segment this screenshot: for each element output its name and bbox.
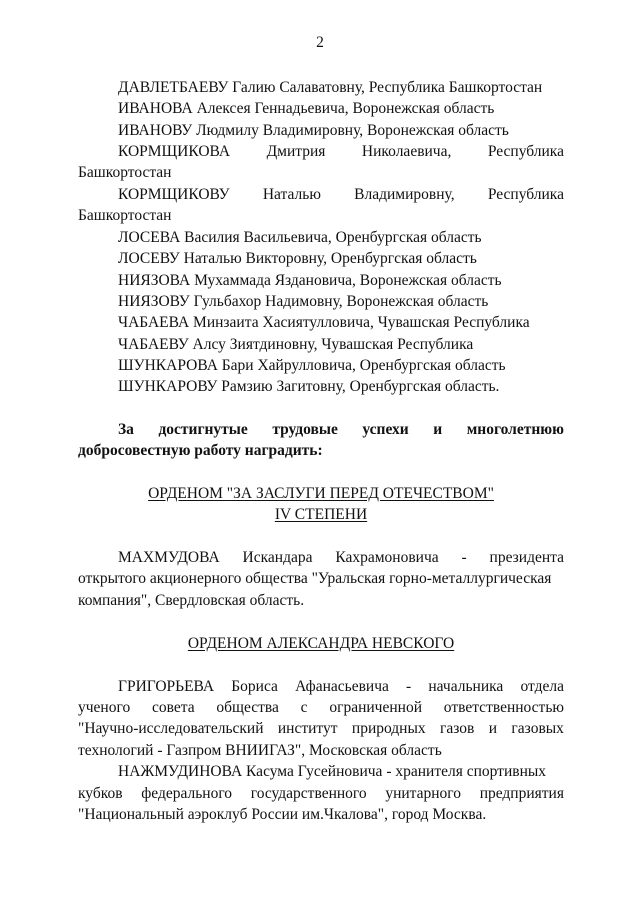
word: ГРИГОРЬЕВА bbox=[118, 678, 215, 695]
word: Николаевича, bbox=[361, 143, 452, 160]
order2-title: ОРДЕНОМ АЛЕКСАНДРА НЕВСКОГО bbox=[187, 635, 455, 652]
person-line: ЧАБАЕВА Минзаита Хасиятулловича, Чувашская Республика bbox=[118, 314, 530, 331]
person-line-justified bbox=[78, 185, 564, 205]
word: Бориса bbox=[231, 678, 278, 695]
word: с bbox=[300, 699, 308, 716]
word: Искандара bbox=[242, 549, 313, 566]
word: Владимировну, bbox=[354, 186, 455, 203]
order2-entry1-line2 bbox=[78, 698, 564, 718]
word: Республика bbox=[487, 143, 564, 160]
word: унитарного bbox=[385, 785, 462, 802]
word: и bbox=[488, 720, 498, 737]
word: федерального bbox=[141, 785, 233, 802]
person-line: ЧАБАЕВУ Алсу Зиятдиновну, Чувашская Республика bbox=[118, 336, 474, 353]
page-number: 2 bbox=[316, 34, 324, 51]
word: успехи bbox=[362, 421, 409, 438]
word: МАХМУДОВА bbox=[118, 549, 220, 566]
order2-entry1-line3 bbox=[78, 719, 564, 739]
word: КОРМЩИКОВУ bbox=[118, 186, 230, 203]
word: совета bbox=[152, 699, 195, 716]
word: государственного bbox=[250, 785, 367, 802]
person-line: ШУНКАРОВА Бари Хайрулловича, Оренбургская область bbox=[118, 357, 506, 374]
order2-entry2-line3: "Национальный аэроклуб России им.Чкалова", город Москва. bbox=[78, 806, 487, 823]
order1-subtitle: IV СТЕПЕНИ bbox=[274, 506, 368, 523]
word: ученого bbox=[78, 699, 131, 716]
person-line: ЛОСЕВУ Наталью Викторовну, Оренбургская область bbox=[118, 250, 477, 267]
person-line: ЛОСЕВА Василия Васильевича, Оренбургская область bbox=[118, 229, 482, 246]
person-line: ИВАНОВА Алексея Геннадьевича, Воронежская область bbox=[118, 100, 495, 117]
person-line-continuation: Башкортостан bbox=[78, 207, 172, 224]
order2-entry1-line4: технологий - Газпром ВНИИГАЗ", Московская область bbox=[78, 742, 442, 759]
word: институт bbox=[277, 720, 338, 737]
word: кубков bbox=[78, 785, 123, 802]
word: - bbox=[406, 678, 412, 695]
person-line-justified bbox=[78, 142, 564, 162]
award-intro-line bbox=[78, 420, 564, 440]
award-intro-line2: добросовестную работу наградить: bbox=[78, 442, 323, 459]
word: природных bbox=[351, 720, 426, 737]
person-line: НИЯЗОВУ Гульбахор Надимовну, Воронежская область bbox=[118, 293, 489, 310]
word: ограниченной bbox=[329, 699, 422, 716]
word: КОРМЩИКОВА bbox=[118, 143, 231, 160]
word: общества bbox=[216, 699, 279, 716]
person-line: ИВАНОВУ Людмилу Владимировну, Воронежская область bbox=[118, 122, 509, 139]
word: предприятия bbox=[479, 785, 564, 802]
order2-entry2-line1: НАЖМУДИНОВА Касума Гусейновича - хранителя спортивных bbox=[118, 763, 547, 780]
word: трудовые bbox=[272, 421, 338, 438]
person-line: ШУНКАРОВУ Рамзию Загитовну, Оренбургская область. bbox=[118, 378, 500, 395]
person-line-continuation: Башкортостан bbox=[78, 164, 172, 181]
word: "Научно-исследовательский bbox=[78, 720, 264, 737]
word: начальника bbox=[428, 678, 504, 695]
word: газов bbox=[440, 720, 475, 737]
word: многолетнюю bbox=[466, 421, 564, 438]
word: президента bbox=[489, 549, 564, 566]
word: Кахрамоновича bbox=[335, 549, 439, 566]
word: За bbox=[118, 421, 134, 438]
person-line: НИЯЗОВА Мухаммада Яздановича, Воронежская область bbox=[118, 272, 502, 289]
order1-entry-line2: открытого акционерного общества "Уральская горно-металлургическая bbox=[78, 570, 552, 587]
word: - bbox=[461, 549, 467, 566]
word: и bbox=[433, 421, 443, 438]
order2-entry1-line1 bbox=[78, 677, 564, 697]
word: Республика bbox=[487, 186, 564, 203]
word: Наталью bbox=[262, 186, 321, 203]
person-line: ДАВЛЕТБАЕВУ Галию Салаватовну, Республика Башкортостан bbox=[118, 79, 543, 96]
word: достигнутые bbox=[158, 421, 248, 438]
order1-title: ОРДЕНОМ "ЗА ЗАСЛУГИ ПЕРЕД ОТЕЧЕСТВОМ" bbox=[148, 485, 494, 502]
word: Афанасьевича bbox=[295, 678, 389, 695]
order1-entry-line3: компания", Свердловская область. bbox=[78, 592, 305, 609]
word: Дмитрия bbox=[266, 143, 326, 160]
word: отдела bbox=[520, 678, 564, 695]
order1-entry-line1 bbox=[78, 548, 564, 568]
word: газовых bbox=[511, 720, 564, 737]
word: ответственностью bbox=[443, 699, 564, 716]
order2-entry2-line2 bbox=[78, 784, 564, 804]
